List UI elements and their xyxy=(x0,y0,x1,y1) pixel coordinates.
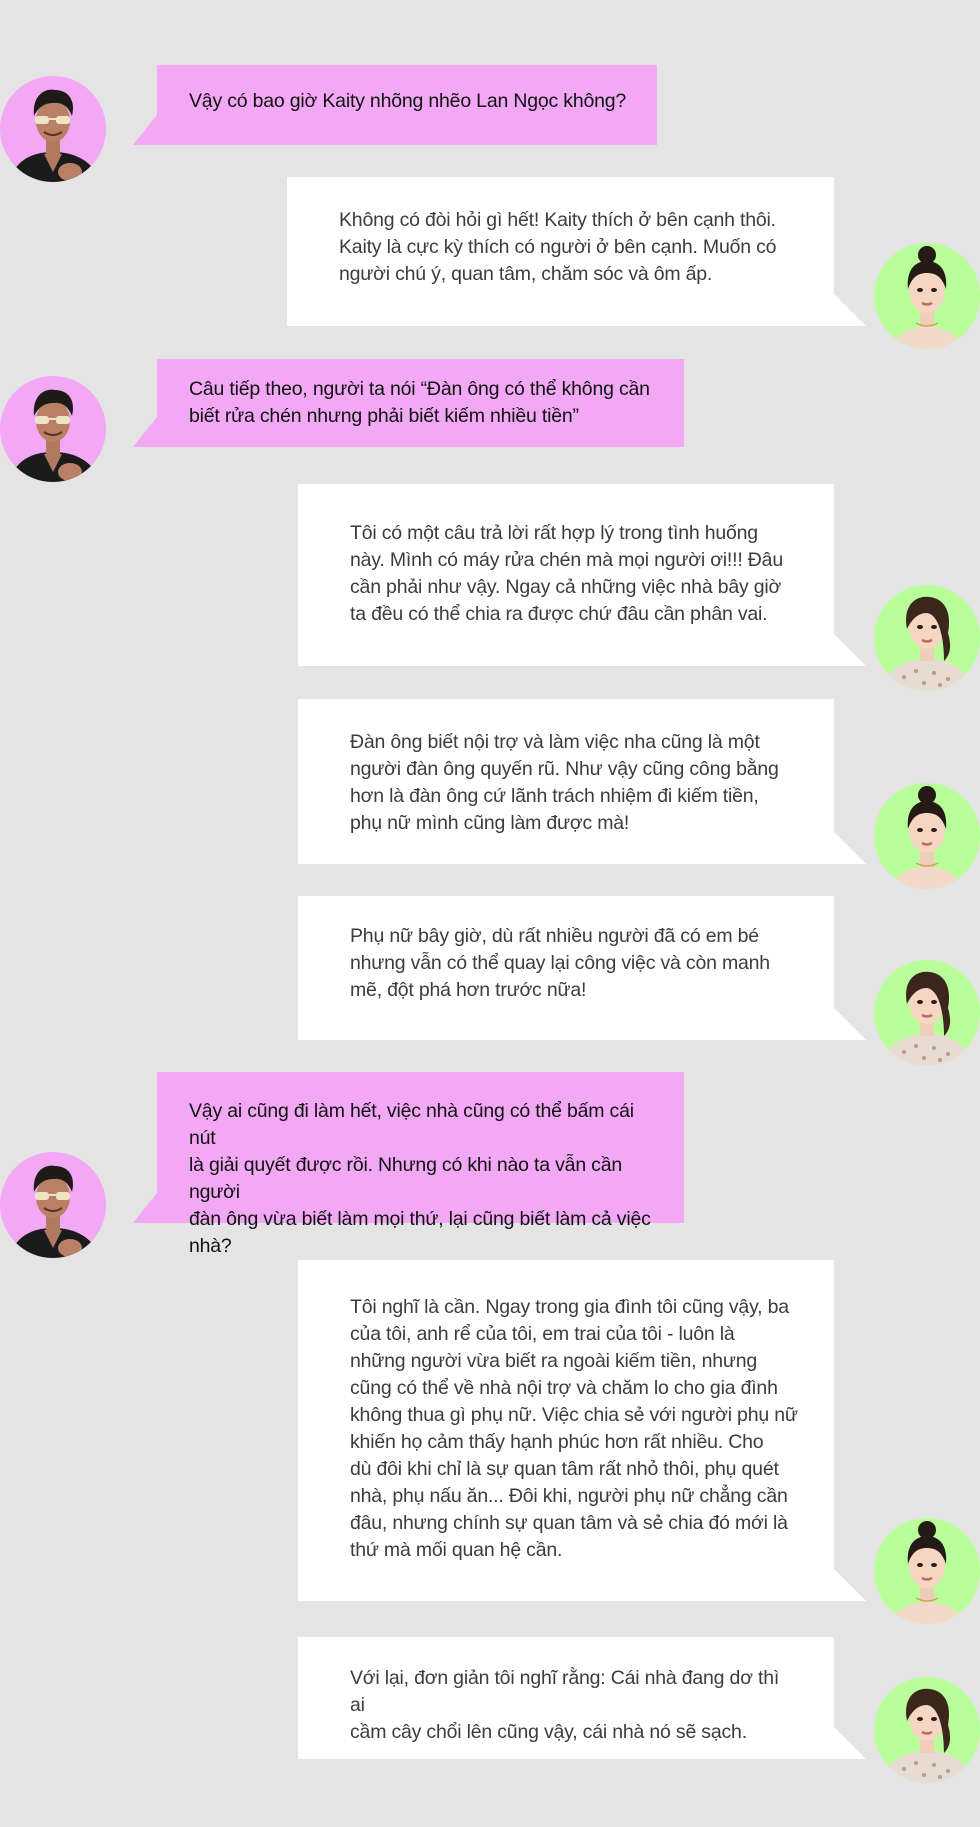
message-line: cần phải như vậy. Ngay cả những việc nhà bây giờ xyxy=(350,576,782,598)
guest-avatar xyxy=(874,243,980,349)
message-bubble-question xyxy=(157,65,657,145)
message-line: nhưng vẫn có thể quay lại công việc và còn manh xyxy=(350,952,770,974)
message-bubble-answer xyxy=(298,1637,834,1759)
message-line: người đàn ông quyến rũ. Như vậy cũng công bằng xyxy=(350,758,779,780)
message-line: không thua gì phụ nữ. Việc chia sẻ với người phụ nữ xyxy=(350,1404,798,1426)
message-line: Phụ nữ bây giờ, dù rất nhiều người đã có em bé xyxy=(350,925,759,947)
message-line: Tôi nghĩ là cần. Ngay trong gia đình tôi cũng vậy, ba xyxy=(350,1296,789,1318)
interviewer-avatar xyxy=(0,1152,106,1258)
message-line: dù đôi khi chỉ là sự quan tâm rất nhỏ thôi, phụ quét xyxy=(350,1458,779,1480)
message-line: hơn là đàn ông cứ lãnh trách nhiệm đi kiếm tiền, xyxy=(350,785,759,807)
message-line: thứ mà mối quan hệ cần. xyxy=(350,1539,563,1561)
guest-avatar xyxy=(874,783,980,889)
guest-avatar xyxy=(874,1518,980,1624)
message-bubble-answer xyxy=(298,896,834,1040)
bubble-tail xyxy=(133,115,157,145)
guest-avatar xyxy=(874,585,980,691)
message-bubble-answer xyxy=(298,484,834,666)
interviewer-avatar xyxy=(0,76,106,182)
bubble-tail xyxy=(834,1569,866,1601)
message-line: cũng có thể về nhà nội trợ và chăm lo cho gia đình xyxy=(350,1377,778,1399)
message-line: là giải quyết được rồi. Nhưng có khi nào ta vẫn cần người xyxy=(189,1154,623,1203)
message-line: Đàn ông biết nội trợ và làm việc nha cũng là một xyxy=(350,731,760,753)
message-bubble-answer xyxy=(298,699,834,864)
message-line: Tôi có một câu trả lời rất hợp lý trong tình huống xyxy=(350,522,758,544)
message-line: đâu, nhưng chính sự quan tâm và sẻ chia đó mới là xyxy=(350,1512,788,1534)
message-line: mẽ, đột phá hơn trước nữa! xyxy=(350,979,587,1001)
bubble-tail xyxy=(834,832,866,864)
message-line: Với lại, đơn giản tôi nghĩ rằng: Cái nhà đang dơ thì ai xyxy=(350,1667,780,1716)
message-line: Vậy ai cũng đi làm hết, việc nhà cũng có thể bấm cái nút xyxy=(189,1100,634,1149)
guest-avatar xyxy=(874,1677,980,1783)
message-line: Vậy có bao giờ Kaity nhõng nhẽo Lan Ngọc không? xyxy=(189,90,627,112)
guest-avatar xyxy=(874,960,980,1066)
message-line: nhà, phụ nấu ăn... Đôi khi, người phụ nữ chẳng cần xyxy=(350,1485,788,1507)
message-line: cầm cây chổi lên cũng vậy, cái nhà nó sẽ sạch. xyxy=(350,1721,747,1743)
message-line: người chú ý, quan tâm, chăm sóc và ôm ấp. xyxy=(339,263,713,285)
message-line: những người vừa biết ra ngoài kiếm tiền, nhưng xyxy=(350,1350,758,1372)
message-line: phụ nữ mình cũng làm được mà! xyxy=(350,812,630,834)
message-bubble-answer xyxy=(287,177,834,326)
bubble-tail xyxy=(133,1193,157,1223)
message-line: Kaity là cực kỳ thích có người ở bên cạnh. Muốn có xyxy=(339,236,777,258)
message-line: này. Mình có máy rửa chén mà mọi người ơi!!! Đâu xyxy=(350,549,783,571)
message-line: nhà? xyxy=(189,1235,232,1257)
bubble-tail xyxy=(834,1727,866,1759)
message-line: khiến họ cảm thấy hạnh phúc hơn rất nhiều. Cho xyxy=(350,1431,764,1453)
message-line: Không có đòi hỏi gì hết! Kaity thích ở bên cạnh thôi. xyxy=(339,209,776,231)
interviewer-avatar xyxy=(0,376,106,482)
message-bubble-question xyxy=(157,359,684,447)
message-line: Câu tiếp theo, người ta nói “Đàn ông có thể không cần xyxy=(189,378,650,400)
bubble-tail xyxy=(133,417,157,447)
bubble-tail xyxy=(834,294,866,326)
message-line: đàn ông vừa biết làm mọi thứ, lại cũng biết làm cả việc xyxy=(189,1208,651,1230)
message-bubble-answer xyxy=(298,1260,834,1601)
message-line: ta đều có thể chia ra được chứ đâu cần phân vai. xyxy=(350,603,768,625)
message-line: biết rửa chén nhưng phải biết kiếm nhiều tiền” xyxy=(189,405,579,427)
message-bubble-question xyxy=(157,1072,684,1257)
bubble-tail xyxy=(834,634,866,666)
message-line: của tôi, anh rể của tôi, em trai của tôi - luôn là xyxy=(350,1323,735,1345)
bubble-tail xyxy=(834,1008,866,1040)
